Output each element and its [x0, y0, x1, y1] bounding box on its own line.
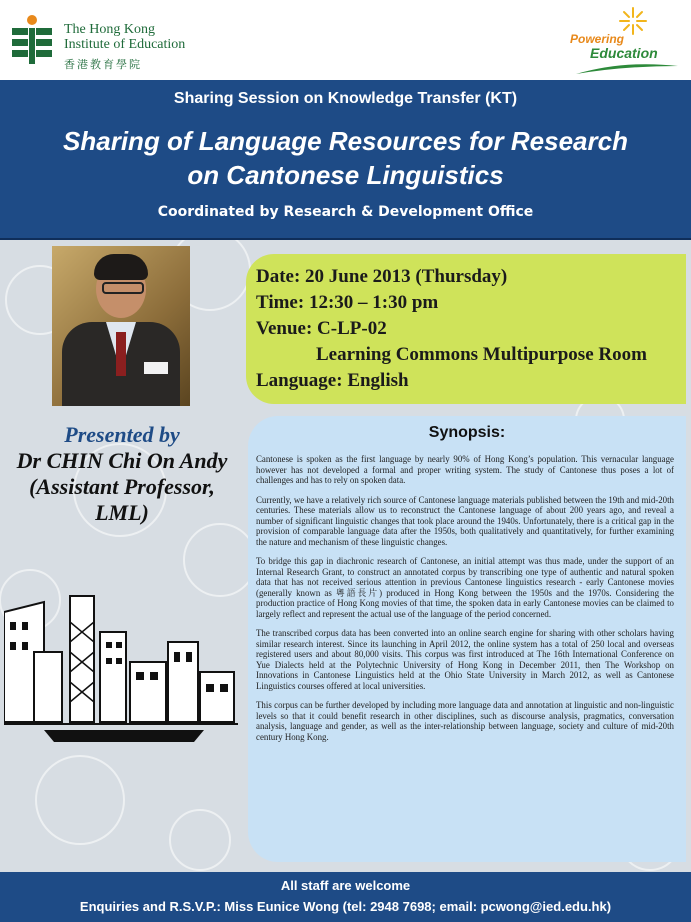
swoosh-icon — [574, 60, 680, 76]
city-skyline-illustration — [4, 592, 238, 762]
powering-education-logo — [570, 22, 682, 78]
footer-banner — [0, 872, 691, 922]
institute-name — [64, 22, 185, 52]
hkied-logo-icon — [10, 14, 54, 66]
synopsis-heading: Synopsis: — [428, 424, 506, 441]
event-language: Language: English — [256, 370, 409, 391]
synopsis-body — [256, 454, 674, 751]
presenter-name: Dr CHIN Chi On Andy — [16, 448, 228, 473]
event-venue: Venue: C-LP-02 — [256, 318, 387, 339]
event-title — [0, 124, 691, 192]
synopsis-paragraph: This corpus can be further developed by including more language data and annotation at linguistic and non-linguistic levels so that it could benefit research in other disciplines, such as discourse analysis, pragmatics, conversation analysis, language and gender, as well as the inter-relationship between language, society and culture of mid-20th century Hong Kong. — [256, 700, 674, 742]
event-venue-room: Learning Commons Multipurpose Room — [316, 344, 647, 365]
event-title-line2: on Cantonese Linguistics — [187, 160, 504, 190]
event-time: Time: 12:30 – 1:30 pm — [256, 292, 439, 313]
enquiries-text: Enquiries and R.S.V.P.: Miss Eunice Wong (tel: 2948 7698; email: pcwong@ied.edu.hk) — [79, 899, 612, 914]
slogan-line1: Powering — [570, 32, 625, 46]
header — [0, 0, 691, 80]
title-banner — [0, 80, 691, 240]
session-subtitle: Sharing Session on Knowledge Transfer (KT) — [173, 90, 518, 107]
presented-by-label: Presented by — [64, 422, 180, 447]
presenter-title-line1: (Assistant Professor, — [29, 474, 215, 499]
event-date: Date: 20 June 2013 (Thursday) — [256, 266, 508, 287]
presenter-photo — [52, 246, 190, 406]
synopsis-box — [248, 416, 686, 862]
welcome-text: All staff are welcome — [280, 878, 411, 893]
institute-name-cn: 香港教育學院 — [64, 58, 142, 71]
event-title-line1: Sharing of Language Resources for Research — [63, 126, 628, 156]
event-details-box — [246, 254, 686, 404]
presenter-title-line2: LML) — [95, 500, 149, 525]
synopsis-paragraph: The transcribed corpus data has been converted into an online search engine for sharing with other scholars having similar research interest. Since its launching in April 2012, the online system has a total of 250 local and overseas registered users and about 80,000 visits. This corpus was first introduced at The 16th International Conference on Yue Dialects held at the Polytechnic University of Hong Kong in December 2011, then The Workshop on Innovations in Cantonese Linguistics held at the Ohio State University in March 2012, as well as Cantonese Linguistics courses offered at local universities. — [256, 628, 674, 691]
synopsis-paragraph: To bridge this gap in diachronic research of Cantonese, an initial attempt was thus made, under the support of an Internal Research Grant, to construct an annotated corpus by transcribing one type of authentic and natural spoken data that has not received serious attention in previous Cantonese linguistics research - early Cantonese movies (generally known as 粵語長片) produced in Hong Kong between the 1950s and the 1970s. Considering the production practice of Hong Kong movies of that time, the spoken data in early Cantonese movies can be claimed to largely reflect and represent the actual use of the language of the period concerned. — [256, 556, 674, 619]
coordinated-by: Coordinated by Research & Development Office — [157, 204, 534, 220]
content-area — [0, 240, 691, 872]
synopsis-paragraph: Currently, we have a relatively rich source of Cantonese language materials published between the 19th and mid-20th centuries. These materials allow us to reconstruct the Cantonese language of about 200 years ago, and reveal a number of significant linguistic changes that took place around the 1940s. Unfortunately, there is a critical gap in the provision of comparable language data after the 1950s, both qualitatively and quantitatively, for further examining the nature and mechanism of these linguistic changes. — [256, 494, 674, 547]
presenter-block — [0, 422, 244, 526]
institute-name-line2: Institute of Education — [64, 37, 186, 52]
institute-name-line1: The Hong Kong — [64, 22, 155, 37]
synopsis-paragraph: Cantonese is spoken as the first language by nearly 90% of Hong Kong’s population. This vernacular language however has not developed a formal and proper writing system. The study of Cantonese thus poses a lot of challenges and has to rely on spoken data. — [256, 454, 674, 485]
slogan-line2: Education — [590, 45, 658, 61]
